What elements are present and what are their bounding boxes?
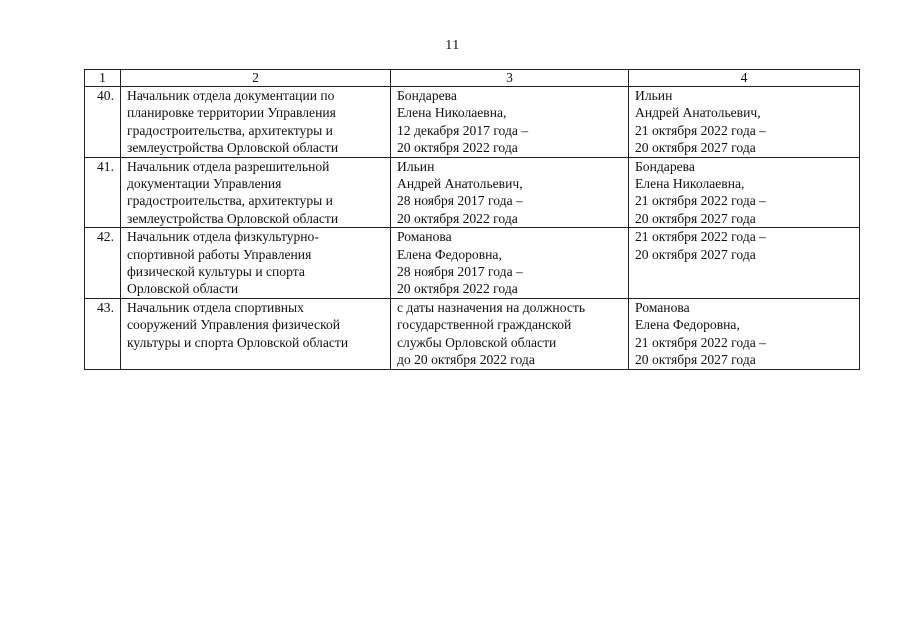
- cell-line: Андрей Анатольевич,: [397, 176, 523, 192]
- cell-line: Елена Федоровна,: [397, 246, 502, 262]
- cell-line: с даты назначения на должность: [397, 299, 586, 315]
- position-cell: [121, 87, 391, 158]
- column-header: 2: [121, 70, 391, 87]
- previous-holder-cell: [391, 228, 629, 299]
- cell-line: Орловской области: [127, 281, 239, 297]
- cell-line: планировке территории Управления: [127, 105, 336, 121]
- cell-line: 21 октября 2022 года –: [635, 229, 766, 245]
- cell-line: физической культуры и спорта: [127, 264, 305, 280]
- table-row: [85, 228, 860, 299]
- cell-line: Романова: [635, 299, 690, 315]
- column-header: 1: [85, 70, 121, 87]
- position-cell: [121, 298, 391, 369]
- page-number: 11: [445, 38, 460, 53]
- cell-line: Начальник отдела разрешительной: [127, 158, 330, 174]
- cell-line: культуры и спорта Орловской области: [127, 334, 349, 350]
- previous-holder-cell: [391, 298, 629, 369]
- cell-line: сооружений Управления физической: [127, 317, 341, 333]
- cell-line: 20 октября 2027 года: [635, 210, 756, 226]
- cell-line: государственной гражданской: [397, 317, 572, 333]
- cell-line: Елена Николаевна,: [397, 105, 507, 121]
- new-holder-cell: [629, 228, 860, 299]
- column-header: 4: [629, 70, 860, 87]
- cell-line: Бондарева: [635, 158, 695, 174]
- new-holder-cell: [629, 157, 860, 228]
- cell-line: 20 октября 2022 года: [397, 281, 518, 297]
- cell-line: Начальник отдела документации по: [127, 88, 335, 103]
- cell-line: землеустройства Орловской области: [127, 140, 339, 156]
- row-number: 41.: [85, 157, 121, 228]
- row-number: 40.: [85, 87, 121, 158]
- new-holder-cell: [629, 87, 860, 158]
- cell-line: градостроительства, архитектуры и: [127, 193, 333, 209]
- cell-line: спортивной работы Управления: [127, 246, 312, 262]
- column-header: 3: [391, 70, 629, 87]
- new-holder-cell: [629, 298, 860, 369]
- previous-holder-cell: [391, 87, 629, 158]
- table-row: [85, 157, 860, 228]
- cell-line: до 20 октября 2022 года: [397, 352, 535, 368]
- cell-line: Бондарева: [397, 88, 457, 103]
- appointments-table: [84, 69, 860, 370]
- cell-line: Начальник отдела спортивных: [127, 299, 304, 315]
- cell-line: Романова: [397, 229, 452, 245]
- cell-line: Елена Федоровна,: [635, 317, 740, 333]
- cell-line: службы Орловской области: [397, 334, 557, 350]
- table-row: [85, 298, 860, 369]
- position-cell: [121, 228, 391, 299]
- cell-line: документации Управления: [127, 176, 282, 192]
- cell-line: 21 октября 2022 года –: [635, 122, 766, 138]
- table-row: [85, 87, 860, 158]
- cell-line: землеустройства Орловской области: [127, 210, 339, 226]
- cell-line: 20 октября 2027 года: [635, 352, 756, 368]
- cell-line: Ильин: [397, 158, 435, 174]
- cell-line: 20 октября 2027 года: [635, 246, 756, 262]
- cell-line: 28 ноября 2017 года –: [397, 264, 523, 280]
- cell-line: Начальник отдела физкультурно-: [127, 229, 319, 245]
- previous-holder-cell: [391, 157, 629, 228]
- cell-line: 21 октября 2022 года –: [635, 334, 766, 350]
- cell-line: Андрей Анатольевич,: [635, 105, 761, 121]
- position-cell: [121, 157, 391, 228]
- cell-line: градостроительства, архитектуры и: [127, 122, 333, 138]
- cell-line: 20 октября 2022 года: [397, 140, 518, 156]
- cell-line: 20 октября 2027 года: [635, 140, 756, 156]
- cell-line: Елена Николаевна,: [635, 176, 745, 192]
- cell-line: 20 октября 2022 года: [397, 210, 518, 226]
- cell-line: 21 октября 2022 года –: [635, 193, 766, 209]
- cell-line: 28 ноября 2017 года –: [397, 193, 523, 209]
- header-row: [85, 70, 860, 87]
- row-number: 42.: [85, 228, 121, 299]
- cell-line: 12 декабря 2017 года –: [397, 122, 529, 138]
- cell-line: Ильин: [635, 88, 673, 103]
- row-number: 43.: [85, 298, 121, 369]
